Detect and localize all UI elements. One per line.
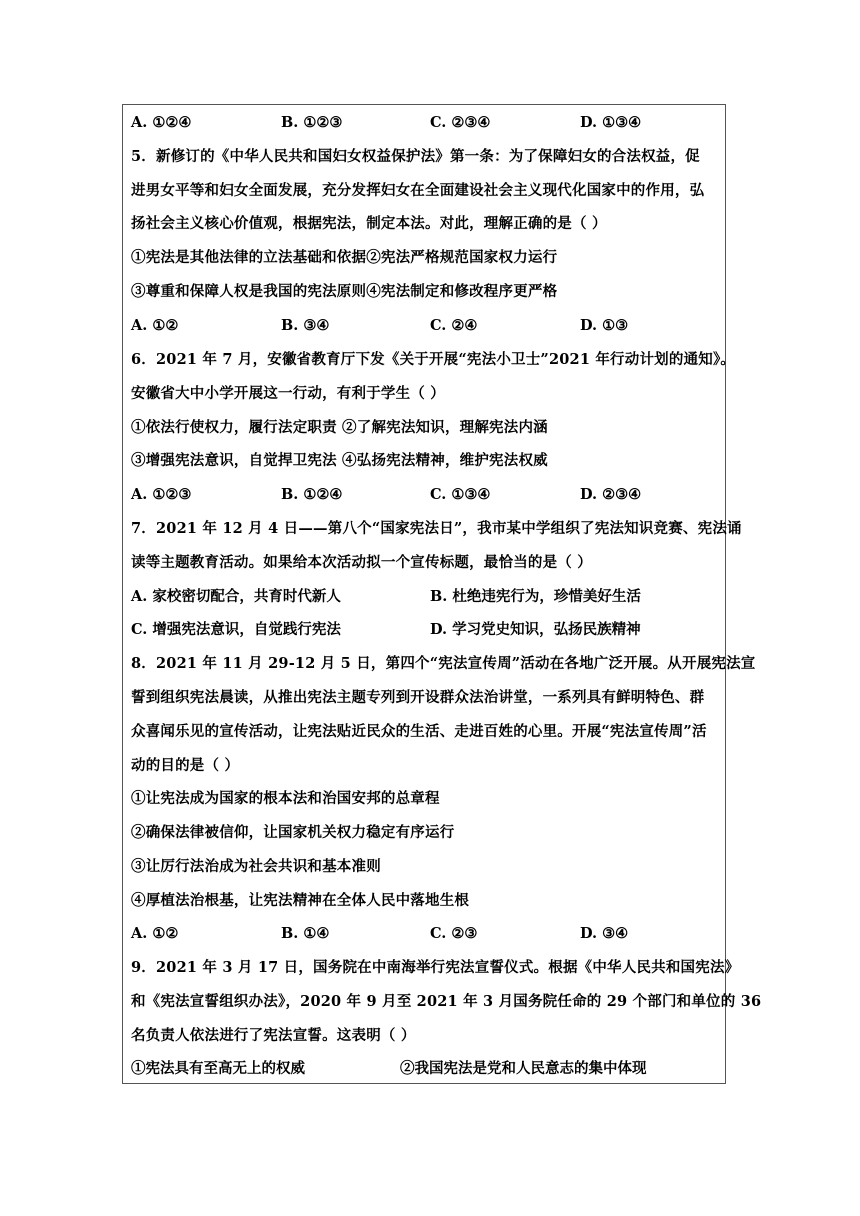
q6-item-line-2: ③增强宪法意识，自觉捍卫宪法 ④弘扬宪法精神，维护宪法权威	[131, 452, 548, 469]
q9-stem-line-1: 9．2021 年 3 月 17 日，国务院在中南海举行宪法宣誓仪式。根据《中华人民共和国宪法》	[131, 959, 740, 976]
q8-item-2: ②确保法律被信仰，让国家机关权力稳定有序运行	[131, 824, 455, 841]
q8-stem-line-1: 8．2021 年 11 月 29-12 月 5 日，第四个“宪法宣传周”活动在各地广泛开展。从开展宪法宣	[131, 655, 756, 672]
q4-option-a: A. ①②④	[131, 114, 192, 131]
q5-option-b: B. ③④	[281, 317, 330, 334]
q4-option-d: D. ①③④	[580, 114, 642, 131]
q9-item-2: ②我国宪法是党和人民意志的集中体现	[400, 1060, 647, 1077]
q9-stem-line-2: 和《宪法宣誓组织办法》，2020 年 9 月至 2021 年 3 月国务院任命的 29 个部门和单位的 36	[131, 993, 762, 1010]
q6-option-b: B. ①②④	[281, 486, 343, 503]
q5-stem-line-2: 进男女平等和妇女全面发展，充分发挥妇女在全面建设社会主义现代化国家中的作用，弘	[131, 182, 705, 199]
q5-item-line-1: ①宪法是其他法律的立法基础和依据②宪法严格规范国家权力运行	[131, 249, 558, 266]
q5-stem-line-3: 扬社会主义核心价值观，根据宪法，制定本法。对此，理解正确的是（ ）	[131, 215, 607, 232]
q9-item-1: ①宪法具有至高无上的权威	[131, 1060, 305, 1077]
q5-option-a: A. ①②	[131, 317, 179, 334]
q6-stem-line-2: 安徽省大中小学开展这一行动，有利于学生（ ）	[131, 385, 445, 402]
q7-stem-line-2: 读等主题教育活动。如果给本次活动拟一个宣传标题，最恰当的是（ ）	[131, 554, 592, 571]
q6-option-a: A. ①②③	[131, 486, 192, 503]
q8-option-c: C. ②③	[430, 925, 478, 942]
q6-option-c: C. ①③④	[430, 486, 491, 503]
q8-stem-line-2: 誓到组织宪法晨读，从推出宪法主题专列到开设群众法治讲堂，一系列具有鲜明特色、群	[131, 689, 705, 706]
q7-option-d: D. 学习党史知识，弘扬民族精神	[430, 621, 641, 638]
q7-option-c: C. 增强宪法意识，自觉践行宪法	[131, 621, 341, 638]
q7-option-b: B. 杜绝违宪行为，珍惜美好生活	[430, 588, 641, 605]
q8-item-3: ③让厉行法治成为社会共识和基本准则	[131, 858, 381, 875]
q8-stem-line-4: 动的目的是（ ）	[131, 757, 240, 774]
q9-stem-line-3: 名负责人依法进行了宪法宣誓。这表明（ ）	[131, 1027, 416, 1044]
q8-stem-line-3: 众喜闻乐见的宣传活动，让宪法贴近民众的生活、走进百姓的心里。开展“宪法宣传周”活	[131, 723, 707, 740]
q7-option-a: A. 家校密切配合，共育时代新人	[131, 588, 341, 605]
q5-item-line-2: ③尊重和保障人权是我国的宪法原则④宪法制定和修改程序更严格	[131, 283, 558, 300]
q8-option-a: A. ①②	[131, 925, 179, 942]
q8-item-4: ④厚植法治根基，让宪法精神在全体人民中落地生根	[131, 892, 470, 909]
q5-option-d: D. ①③	[580, 317, 629, 334]
q8-item-1: ①让宪法成为国家的根本法和治国安邦的总章程	[131, 790, 440, 807]
q6-stem-line-1: 6．2021 年 7 月，安徽省教育厅下发《关于开展“宪法小卫士”2021 年行动计划的通知》。	[131, 351, 736, 368]
q8-option-d: D. ③④	[580, 925, 629, 942]
q6-option-d: D. ②③④	[580, 486, 642, 503]
q5-stem-line-1: 5．新修订的《中华人民共和国妇女权益保护法》第一条：为了保障妇女的合法权益，促	[131, 148, 700, 165]
q6-item-line-1: ①依法行使权力，履行法定职责 ②了解宪法知识，理解宪法内涵	[131, 419, 548, 436]
q8-option-b: B. ①④	[281, 925, 330, 942]
q5-option-c: C. ②④	[430, 317, 478, 334]
q4-option-b: B. ①②③	[281, 114, 343, 131]
q7-stem-line-1: 7．2021 年 12 月 4 日——第八个“国家宪法日”，我市某中学组织了宪法知识竞赛、宪法诵	[131, 520, 742, 537]
q4-option-c: C. ②③④	[430, 114, 491, 131]
